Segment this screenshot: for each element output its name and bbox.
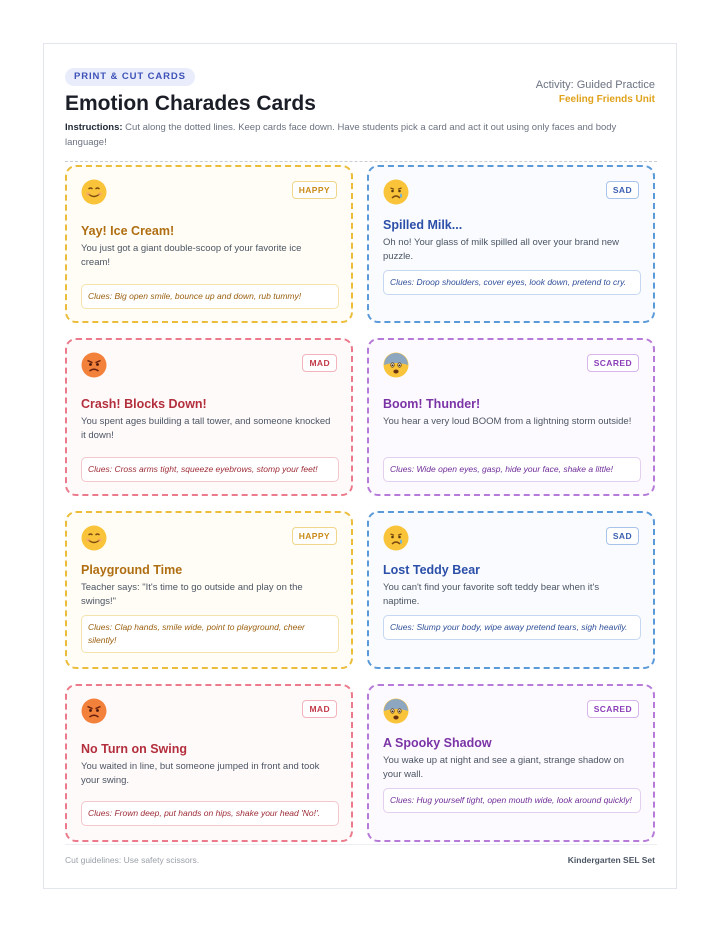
emotion-badge: HAPPY — [292, 181, 337, 199]
emotion-badge: HAPPY — [292, 527, 337, 545]
instructions — [65, 121, 655, 150]
card-description: You hear a very loud BOOM from a lightning storm outside! — [383, 416, 632, 427]
smiling-face-icon — [81, 525, 107, 551]
card-title: Boom! Thunder! — [383, 397, 481, 411]
smiling-face-icon — [81, 179, 107, 205]
card-description: Oh no! Your glass of milk spilled all over your brand new puzzle. — [383, 237, 620, 262]
card-title: Spilled Milk... — [383, 218, 463, 232]
crying-face-icon — [383, 525, 409, 551]
page-title: Emotion Charades Cards — [65, 92, 316, 115]
emotion-badge: MAD — [302, 700, 337, 718]
card-title: No Turn on Swing — [81, 742, 187, 756]
card-title: Crash! Blocks Down! — [81, 397, 207, 411]
card-mad-blocks-down — [65, 338, 353, 496]
angry-face-icon — [81, 352, 107, 378]
card-clues: Clues: Slump your body, wipe away pretend tears, sigh heavily. — [383, 615, 641, 640]
footer-divider — [65, 844, 657, 845]
print-cut-pill: PRINT & CUT CARDS — [65, 68, 195, 86]
emotion-badge: SCARED — [587, 354, 639, 372]
fearful-face-icon — [383, 698, 409, 724]
footer-note: Cut guidelines: Use safety scissors. — [65, 855, 200, 865]
card-clues: Clues: Clap hands, smile wide, point to playground, cheer silently! — [81, 615, 339, 653]
card-clues: Clues: Big open smile, bounce up and down, rub tummy! — [81, 284, 339, 309]
card-title: Playground Time — [81, 563, 183, 577]
card-sad-teddy-bear — [367, 511, 655, 669]
instructions-label: Instructions: — [65, 122, 123, 133]
card-title: Yay! Ice Cream! — [81, 224, 175, 238]
card-sad-spilled-milk — [367, 165, 655, 323]
card-description: Teacher says: "It's time to go outside and play on the swings!" — [81, 582, 303, 607]
instructions-text: Cut along the dotted lines. Keep cards face down. Have students pick a card and act it out using only faces and body language! — [65, 122, 617, 148]
card-clues: Clues: Hug yourself tight, open mouth wide, look around quickly! — [383, 788, 641, 813]
card-title: A Spooky Shadow — [383, 736, 492, 750]
unit-label: Feeling Friends Unit — [558, 94, 655, 105]
angry-face-icon — [81, 698, 107, 724]
card-description: You can't find your favorite soft teddy bear when it's naptime. — [383, 582, 600, 607]
emotion-badge: SAD — [606, 181, 639, 199]
card-title: Lost Teddy Bear — [383, 563, 481, 577]
footer-set-name: Kindergarten SEL Set — [567, 855, 655, 865]
card-clues: Clues: Frown deep, put hands on hips, shake your head 'No!'. — [81, 801, 339, 826]
card-scared-shadow — [367, 684, 655, 842]
emotion-badge: MAD — [302, 354, 337, 372]
card-description: You wake up at night and see a giant, strange shadow on your wall. — [383, 755, 625, 780]
crying-face-icon — [383, 179, 409, 205]
cut-line — [65, 161, 657, 162]
card-description: You just got a giant double-scoop of your favorite ice cream! — [81, 243, 302, 268]
emotion-badge: SCARED — [587, 700, 639, 718]
card-clues: Clues: Droop shoulders, cover eyes, look down, pretend to cry. — [383, 270, 641, 295]
fearful-face-icon — [383, 352, 409, 378]
card-clues: Clues: Wide open eyes, gasp, hide your face, shake a little! — [383, 457, 641, 482]
card-description: You spent ages building a tall tower, and someone knocked it down! — [81, 416, 331, 441]
card-mad-swing — [65, 684, 353, 842]
card-happy-playground — [65, 511, 353, 669]
card-clues: Clues: Cross arms tight, squeeze eyebrows, stomp your feet! — [81, 457, 339, 482]
activity-label: Activity: Guided Practice — [535, 79, 655, 91]
card-happy-ice-cream — [65, 165, 353, 323]
worksheet-page — [43, 43, 677, 889]
card-description: You waited in line, but someone jumped in front and took your swing. — [81, 761, 320, 786]
emotion-badge: SAD — [606, 527, 639, 545]
card-scared-thunder — [367, 338, 655, 496]
